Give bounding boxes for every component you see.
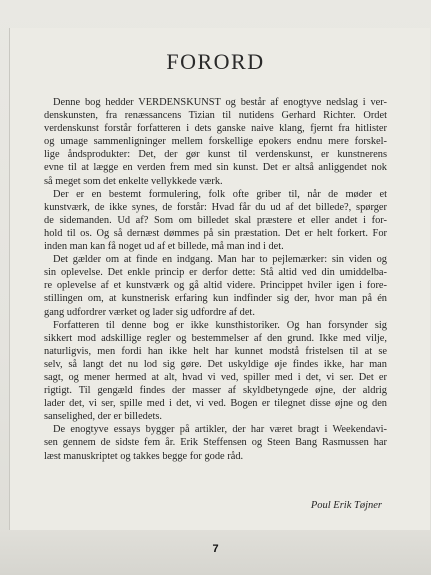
text-line: sen gennem de sidste fem år. Erik Steffensen og Steen Bang Rasmussen har	[44, 437, 387, 449]
paragraph	[44, 319, 387, 424]
text-line: Der er en bestemt formulering, folk ofte griber til, når de møder et	[53, 188, 387, 200]
text-line: evne til at lægge en verden frem med sin kunst. Det er altså anliggendet nok	[44, 162, 387, 174]
paragraph	[44, 253, 387, 318]
text-line: så meget som det enkelte vellykkede værk.	[44, 175, 223, 187]
text-line: inden man kan få noget ud af et billede, må man ind i det.	[44, 241, 284, 253]
author-signature: Poul Erik Tøjner	[310, 500, 382, 511]
text-line: og umage sammenligninger mellem forskellige epokers endnu mere forskel-	[44, 136, 387, 148]
text-line: læst manuskriptet og takkes begge for gode råd.	[44, 450, 244, 462]
text-line: Forfatteren til denne bog er ikke kunsthistoriker. Og han forsynder sig	[53, 319, 387, 331]
text-line: denskunsten, fra renæssancens Tizian til nutidens Gerhard Richter. Ordet	[44, 110, 387, 122]
text-line: sanselighed, der er billedets.	[44, 411, 163, 423]
text-line: Det gælder om at finde en indgang. Man har to pejlemærker: sin viden og	[53, 254, 387, 266]
text-line: gang udfordrer værket og lader sig udfordre af det.	[44, 306, 255, 318]
text-line: Denne bog hedder VERDENSKUNST og består af enogtyve nedslag i ver-	[53, 97, 387, 108]
text-line: sagt, og mener hermed at alt, hvad vi ved, spiller med i det, vi ser. Det er	[44, 371, 387, 383]
paragraph	[44, 96, 387, 188]
foreword-body	[44, 96, 387, 463]
text-line: stillingen om, at kunstnerisk erfaring kun indfinder sig der, hvor man på én	[44, 293, 387, 305]
text-line: De enogtyve essays bygger på artikler, der har været bragt i Weekendavi-	[53, 424, 387, 436]
text-line: naturligvis, men fordi han ikke helt har kunnet modstå fristelsen til at se	[44, 345, 387, 357]
paragraph	[44, 423, 387, 462]
text-line: lader det, vi ser, spille med i det, vi ved. Bogen er tilegnet disse øjne og den	[44, 398, 387, 410]
text-line: sin oplevelse. Det enkle princip er derfor dette: Stå altid ved din umiddelba-	[44, 267, 387, 279]
text-line: re oplevelse af et kunstværk og gå altid videre. Princippet hviler igen i fore-	[44, 280, 387, 292]
text-line: de sidemanden. Ud af? Som om billedet skal præstere et eller andet i for-	[44, 214, 387, 226]
text-line: hold til os. Og så dernæst dømmes på sin præstation. Det er helt forkert. For	[44, 227, 387, 239]
paragraph	[44, 188, 387, 253]
text-line: kunstværk, de ikke synes, de forstår: Hvad får du ud af det billede?, spørger	[44, 201, 387, 213]
text-line: verdenskunst forstår forfatteren i dets ganske naive klang, fjernt fra hitlister	[44, 123, 387, 135]
text-line: rigtigt. Til gengæld findes der masser af skyldbetyngede øjne, der aldrig	[44, 385, 387, 397]
text-line: sikkert mod adskillige regler og bestemmelser af den grund. Ikke med vilje,	[44, 332, 387, 344]
text-line: lige åndsprodukter: Det, der gør kunst til verdenskunst, er kunstnerens	[44, 149, 387, 161]
text-line: selv, så langt det nu lod sig gøre. Det uskyldige øje findes ikke, har man	[44, 358, 387, 370]
page-title: FORORD	[166, 48, 265, 74]
page-number: 7	[212, 543, 219, 555]
